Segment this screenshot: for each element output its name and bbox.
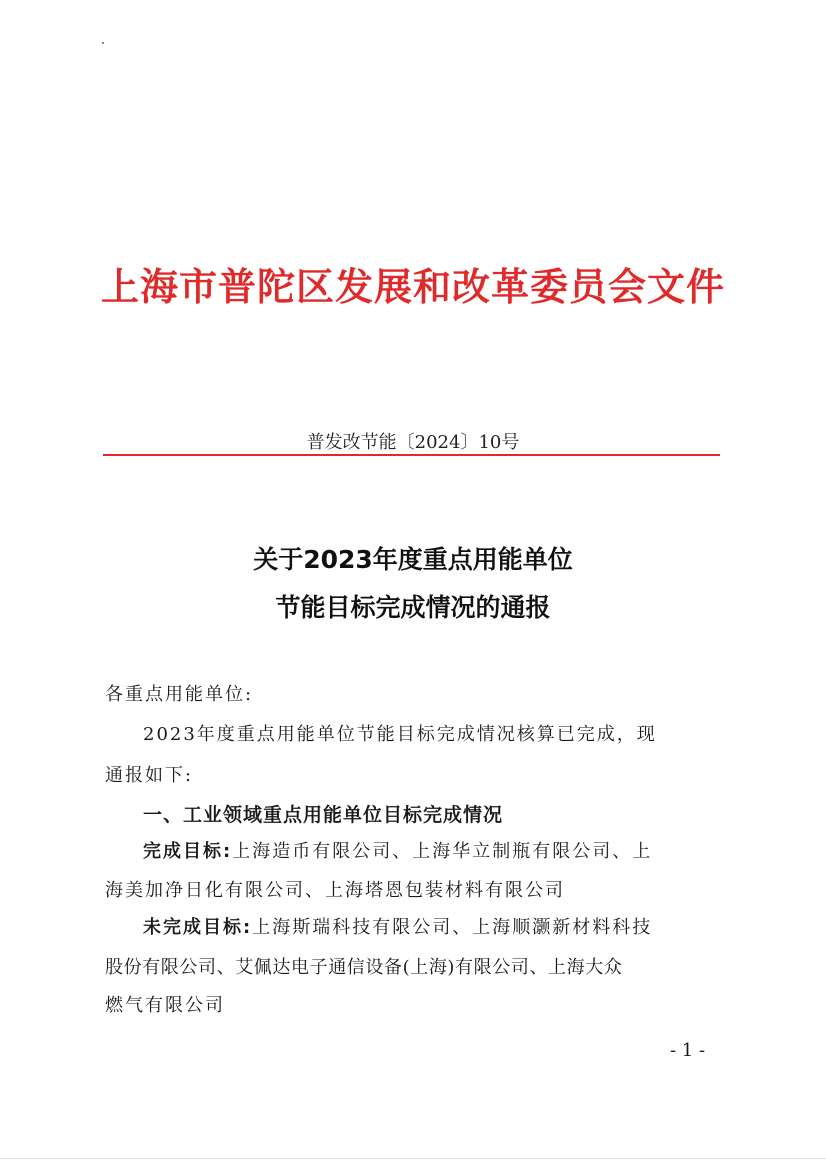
salutation: 各重点用能单位: (105, 684, 254, 705)
notice-title-line-1: 关于2023年度重点用能单位 (253, 545, 573, 574)
completed-paragraph-line-2: 海美加净日化有限公司、上海塔恩包装材料有限公司 (105, 880, 565, 901)
scan-edge-line (0, 1158, 826, 1159)
scan-artifact (102, 42, 104, 44)
completed-label: 完成目标: (143, 841, 233, 862)
intro-paragraph-line-2: 通报如下: (105, 765, 194, 786)
issuer-title: 上海市普陀区发展和改革委员会文件 (100, 264, 725, 309)
not-completed-label: 未完成目标: (143, 917, 253, 938)
section-1-heading: 一、工业领域重点用能单位目标完成情况 (143, 804, 504, 826)
not-completed-companies-line-1: 上海斯瑞科技有限公司、上海顺灏新材料科技 (252, 917, 653, 938)
notice-title-line-2: 节能目标完成情况的通报 (275, 593, 551, 622)
page-number: - 1 - (670, 1040, 706, 1061)
intro-paragraph-line-1: 2023年度重点用能单位节能目标完成情况核算已完成，现 (143, 724, 657, 745)
document-number: 普发改节能〔2024〕10号 (306, 432, 520, 453)
completed-companies-line-1: 上海造币有限公司、上海华立制瓶有限公司、上 (232, 841, 653, 862)
completed-paragraph-line-1 (143, 837, 758, 863)
red-divider-line (103, 454, 720, 456)
not-completed-paragraph-line-2: 股份有限公司、艾佩达电子通信设备(上海)有限公司、上海大众 (105, 957, 623, 978)
not-completed-paragraph-line-1 (143, 913, 758, 939)
not-completed-paragraph-line-3: 燃气有限公司 (105, 995, 225, 1016)
